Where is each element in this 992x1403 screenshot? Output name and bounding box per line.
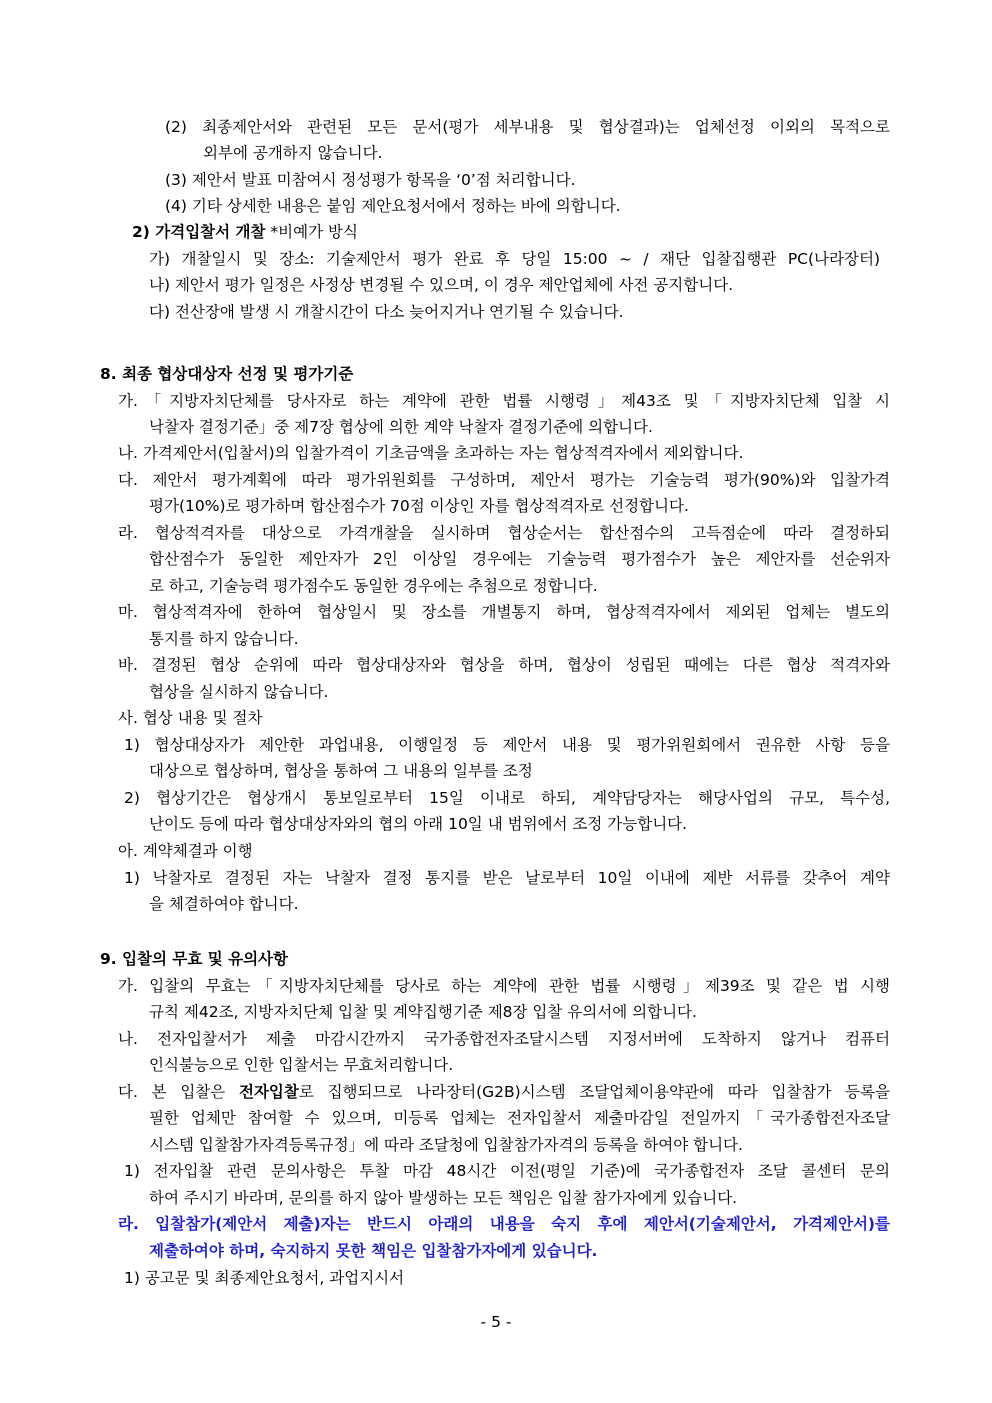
text-line: 하여 주시기 바라며, 문의를 하지 않아 발생하는 모든 책임은 입찰 참가자에게 있습니다. [149, 1189, 738, 1207]
text-line: 마. 협상적격자에 한하여 협상일시 및 장소를 개별통지 하며, 협상적격자에서 제외된 업체는 별도의 [118, 603, 890, 621]
text-line: 나. 가격제안서(입찰서)의 입찰가격이 기초금액을 초과하는 자는 협상적격자에서 제외합니다. [118, 444, 744, 462]
emphasis-line: 제출하여야 하며, 숙지하지 못한 책임은 입찰참가자에게 있습니다. [149, 1242, 598, 1260]
text-line: 합산점수가 동일한 제안자가 2인 이상일 경우에는 기술능력 평가점수가 높은 제안자를 선순위자 [149, 550, 890, 568]
text-line: 외부에 공개하지 않습니다. [203, 144, 383, 162]
text-line: (2) 최종제안서와 관련된 모든 문서(평가 세부내용 및 협상결과)는 업체선정 이외의 목적으로 [165, 118, 890, 136]
text-line: 라. 협상적격자를 대상으로 가격개찰을 실시하며 협상순서는 합산점수의 고득점순에 따라 결정하되 [118, 524, 890, 542]
text-line: 가) 개찰일시 및 장소: 기술제안서 평가 완료 후 당일 15:00 ~ / 재단 입찰집행관 PC(나라장터) [149, 250, 880, 268]
subheading [132, 222, 358, 242]
text-line: 1) 전자입찰 관련 문의사항은 투찰 마감 48시간 이전(평일 기준)에 국가종합전자 조달 콜센터 문의 [124, 1162, 890, 1180]
text-line: 규칙 제42조, 지방자치단체 입찰 및 계약집행기준 제8장 입찰 유의서에 의합니다. [149, 1003, 697, 1021]
text-line: 대상으로 협상하며, 협상을 통하여 그 내용의 일부를 조정 [149, 762, 533, 780]
text-line: (4) 기타 상세한 내용은 붙임 제안요청서에서 정하는 바에 의합니다. [165, 197, 621, 215]
text-line: (3) 제안서 발표 미참여시 정성평가 항목을 ‘0’점 처리합니다. [165, 171, 576, 189]
text-line: 나) 제안서 평가 일정은 사정상 변경될 수 있으며, 이 경우 제안업체에 사전 공지합니다. [149, 276, 734, 294]
text-line: 아. 계약체결과 이행 [118, 842, 253, 860]
text-line [118, 1082, 890, 1102]
text-line: 낙찰자 결정기준」중 제7장 협상에 의한 계약 낙찰자 결정기준에 의합니다. [149, 418, 653, 436]
text-line: 을 체결하여야 합니다. [149, 895, 299, 913]
text-line: 다. 제안서 평가계획에 따라 평가위원회를 구성하며, 제안서 평가는 기술능력 평가(90%)와 입찰가격 [118, 471, 890, 489]
text-line: 통지를 하지 않습니다. [149, 630, 299, 648]
text-line: 협상을 실시하지 않습니다. [149, 683, 329, 701]
text-line: 바. 결정된 협상 순위에 따라 협상대상자와 협상을 하며, 협상이 성립된 때에는 다른 협상 적격자와 [118, 656, 890, 674]
text-line: 인식불능으로 인한 입찰서는 무효처리합니다. [149, 1056, 454, 1074]
text-segment: 다. 본 입찰은 [118, 1083, 239, 1101]
section-heading: 8. 최종 협상대상자 선정 및 평가기준 [100, 365, 354, 383]
text-line: 평가(10%)로 평가하며 합산점수가 70점 이상인 자를 협상적격자로 선정합니다. [149, 497, 689, 515]
subheading-bold: 2) 가격입찰서 개찰 [132, 223, 266, 241]
text-line: 로 하고, 기술능력 평가점수도 동일한 경우에는 추첨으로 정합니다. [149, 577, 598, 595]
text-line: 난이도 등에 따라 협상대상자와의 협의 아래 10일 내 범위에서 조정 가능합니다. [149, 815, 688, 833]
text-line: 가.「지방자치단체를 당사자로 하는 계약에 관한 법률 시행령」제43조 및「지방자치단체 입찰 시 [118, 392, 890, 410]
emphasis-line: 라. 입찰참가(제안서 제출)자는 반드시 아래의 내용을 숙지 후에 제안서(기술제안서, 가격제안서)를 [118, 1215, 890, 1233]
text-line: 1) 협상대상자가 제안한 과업내용, 이행일정 등 제안서 내용 및 평가위원회에서 권유한 사항 등을 [124, 736, 890, 754]
text-line: 가. 입찰의 무효는「지방자치단체를 당사로 하는 계약에 관한 법률 시행령」제39조 및 같은 법 시행 [118, 977, 890, 995]
text-line: 1) 공고문 및 최종제안요청서, 과업지시서 [124, 1269, 405, 1287]
text-line: 다) 전산장애 발생 시 개찰시간이 다소 늦어지거나 연기될 수 있습니다. [149, 303, 624, 321]
text-line: 필한 업체만 참여할 수 있으며, 미등록 업체는 전자입찰서 제출마감일 전일까지「국가종합전자조달 [149, 1109, 890, 1127]
text-segment: 로 집행되므로 나라장터(G2B)시스템 조달업체이용약관에 따라 입찰참가 등록을 [298, 1083, 891, 1101]
page-number: - 5 - [480, 1313, 512, 1331]
text-line: 1) 낙찰자로 결정된 자는 낙찰자 결정 통지를 받은 날로부터 10일 이내에 제반 서류를 갖추어 계약 [124, 869, 890, 887]
text-line: 나. 전자입찰서가 제출 마감시간까지 국가종합전자조달시스템 지정서버에 도착하지 않거나 컴퓨터 [118, 1030, 890, 1048]
section-heading: 9. 입찰의 무효 및 유의사항 [100, 950, 288, 968]
emphasis-text: 전자입찰 [238, 1083, 299, 1101]
text-line: 2) 협상기간은 협상개시 통보일로부터 15일 이내로 하되, 계약담당자는 해당사업의 규모, 특수성, [124, 789, 890, 807]
text-line: 시스템 입찰참가자격등록규정」에 따라 조달청에 입찰참가자격의 등록을 하여야 합니다. [149, 1136, 743, 1154]
text-line: 사. 협상 내용 및 절차 [118, 709, 263, 727]
subheading-note: *비예가 방식 [265, 223, 358, 241]
